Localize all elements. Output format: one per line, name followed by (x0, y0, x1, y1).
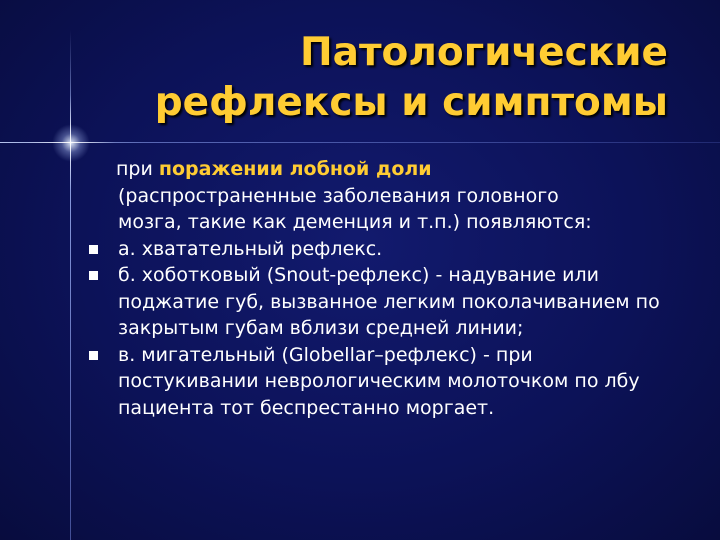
bullet-text: в. мигательный (Globellar–рефлекс) - при постукивании неврологическим молоточком по лбу пациента тот беспрестанно моргает. (118, 343, 640, 419)
square-bullet-icon (89, 245, 98, 254)
intro-paragraph (86, 156, 666, 236)
square-bullet-icon (89, 351, 98, 360)
bullet-text: б. хоботковый (Snout-рефлекс) - надувание или поджатие губ, вызванное легким поколачиванием по закрытым губам вблизи средней линии; (118, 264, 660, 339)
slide-title (68, 28, 668, 128)
bullet-text: а. хватательный рефлекс. (118, 237, 383, 260)
slide-title-line-2: рефлексы и симптомы (154, 80, 668, 125)
intro-prefix: при (116, 158, 159, 180)
bullet-item (86, 262, 666, 342)
square-bullet-icon (89, 271, 98, 280)
star-ray-horizontal (25, 142, 115, 143)
slide-title-line-1: Патологические (299, 30, 668, 75)
intro-line-3: мозга, такие как деменция и т.п.) появляются: (118, 211, 592, 233)
bullet-item (86, 236, 666, 263)
intro-line-1 (116, 156, 666, 183)
bullet-item (86, 342, 666, 422)
intro-highlight: поражении лобной доли (158, 158, 432, 180)
slide-body (86, 156, 666, 421)
star-glow-icon (52, 124, 90, 162)
intro-line-2: (распространенные заболевания головного (118, 184, 559, 207)
